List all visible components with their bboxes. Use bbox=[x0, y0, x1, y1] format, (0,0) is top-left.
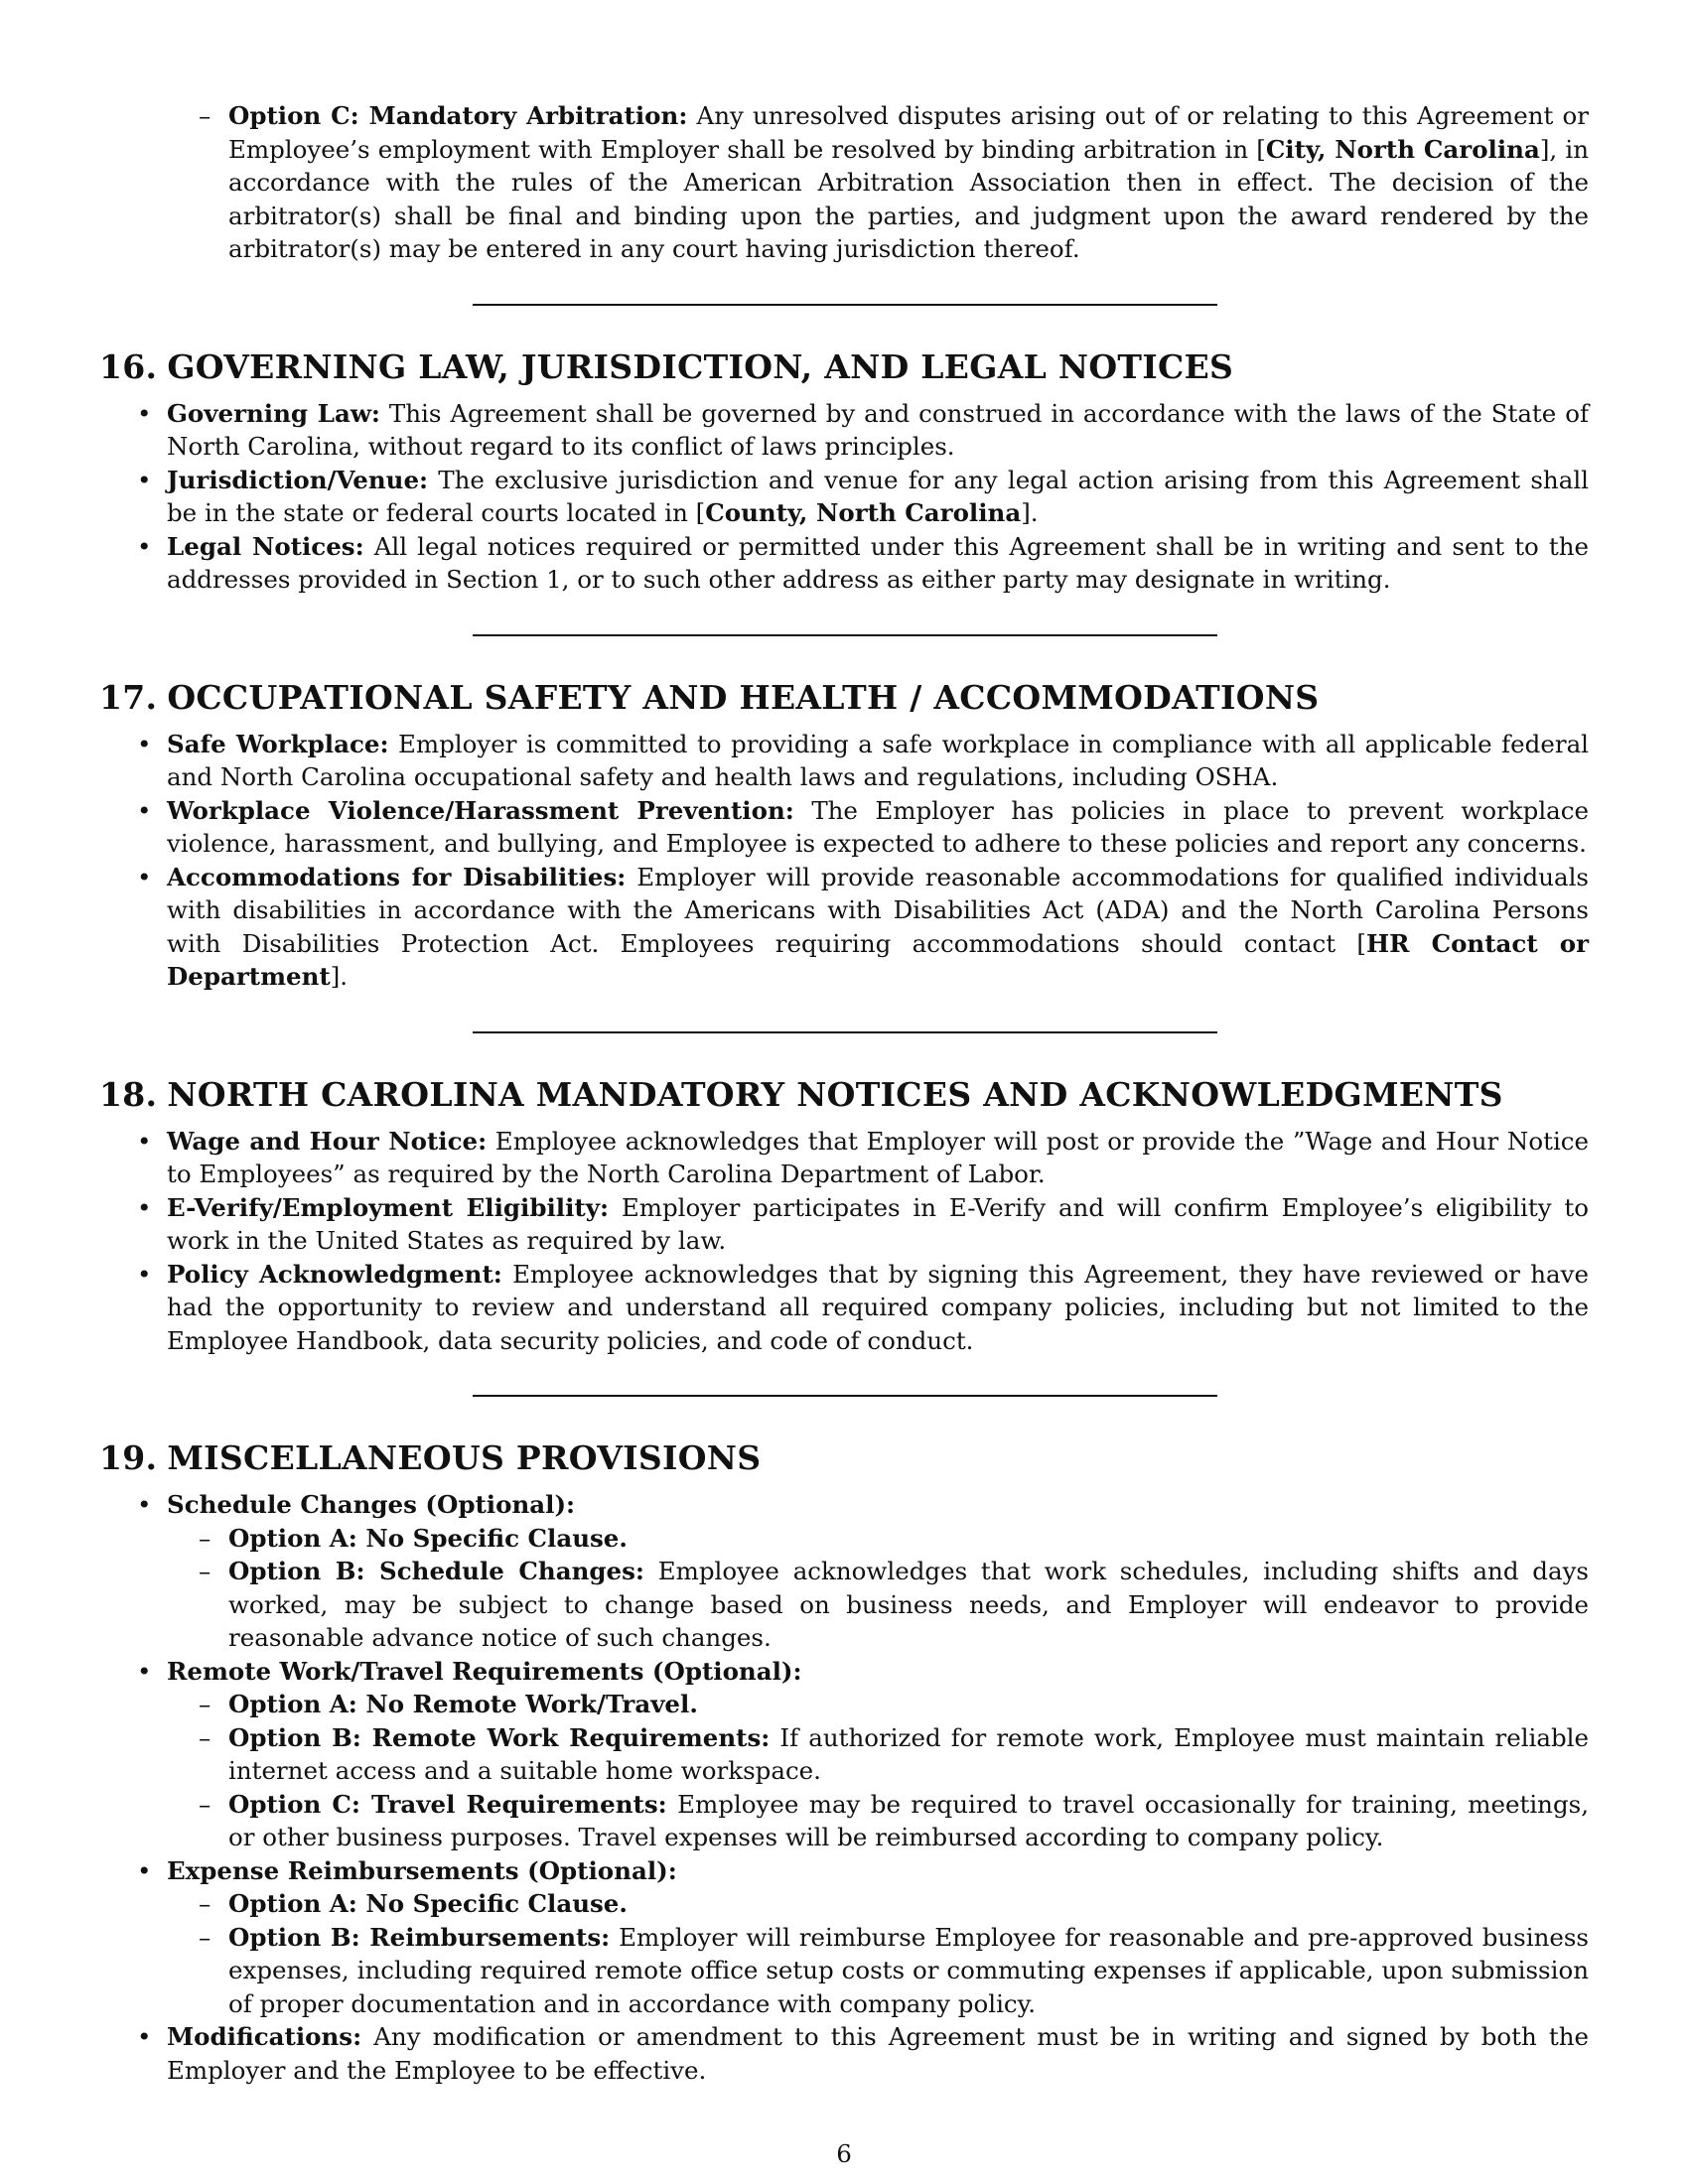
list-item bbox=[99, 1258, 1589, 1358]
placeholder-hr-contact: HR Contact or Department bbox=[167, 928, 1589, 991]
list-item bbox=[99, 397, 1589, 464]
section-number: 16. bbox=[99, 346, 158, 386]
section-heading-18 bbox=[99, 1075, 1589, 1115]
item-text: Employee acknowledges that Employer will post or provide the ”Wage and Hour Notice to Employees” as required by the North Carolina Department of Labor. bbox=[167, 1126, 1589, 1188]
list-item bbox=[99, 1125, 1589, 1191]
item-text: Employer is committed to providing a safe workplace in compliance with all applicable federal and North Carolina occupational safety and health laws and regulations, including OSHA. bbox=[167, 729, 1590, 791]
option-label: Option C: Mandatory Arbitration: bbox=[228, 101, 688, 130]
list-item bbox=[99, 1488, 1589, 1522]
item-text: All legal notices required or permitted under this Agreement shall be in writing and sent to the addresses provided in Section 1, or to such other address as either party may designate in writing. bbox=[167, 531, 1589, 594]
item-label: Legal Notices: bbox=[167, 531, 364, 561]
dash-marker: – bbox=[199, 1523, 211, 1553]
list-item bbox=[99, 1655, 1589, 1689]
section-title: GOVERNING LAW, JURISDICTION, AND LEGAL NOTICES bbox=[167, 346, 1234, 386]
sub-list-item bbox=[99, 1788, 1589, 1854]
bullet-marker: • bbox=[137, 1192, 152, 1222]
list-item bbox=[99, 728, 1589, 794]
sub-list-item bbox=[99, 1688, 1589, 1721]
bullet-marker: • bbox=[137, 1656, 152, 1686]
section-number: 19. bbox=[99, 1438, 158, 1477]
item-label: Workplace Violence/Harassment Prevention: bbox=[167, 795, 794, 825]
option-text: Employee may be required to travel occasionally for training, meetings, or other business purposes. Travel expenses will be reimbursed according to company policy. bbox=[228, 1789, 1589, 1851]
option-label: Option A: No Specific Clause. bbox=[228, 1889, 628, 1918]
option-label: Option C: Travel Requirements: bbox=[228, 1789, 667, 1819]
item-label: E-Verify/Employment Eligibility: bbox=[167, 1192, 610, 1222]
bullet-marker: • bbox=[137, 862, 152, 891]
sub-list-item bbox=[99, 1555, 1589, 1655]
bullet-marker: • bbox=[137, 1259, 152, 1289]
item-label: Governing Law: bbox=[167, 398, 380, 428]
page-number: 6 bbox=[836, 2139, 852, 2168]
sub-list-item bbox=[99, 1887, 1589, 1921]
section-heading-16 bbox=[99, 347, 1589, 387]
option-text: If authorized for remote work, Employee must maintain reliable internet access and a suitable home workspace. bbox=[228, 1722, 1589, 1785]
item-label: Expense Reimbursements (Optional): bbox=[167, 1855, 677, 1885]
section-title: OCCUPATIONAL SAFETY AND HEALTH / ACCOMMODATIONS bbox=[167, 677, 1320, 717]
section-number: 18. bbox=[99, 1074, 158, 1114]
item-label: Accommodations for Disabilities: bbox=[167, 862, 627, 891]
option-label: Option B: Remote Work Requirements: bbox=[228, 1722, 771, 1752]
sub-list-item bbox=[99, 1522, 1589, 1556]
list-item bbox=[99, 464, 1589, 530]
section-number: 17. bbox=[99, 677, 158, 717]
section-heading-17 bbox=[99, 678, 1589, 718]
item-text: The exclusive jurisdiction and venue for any legal action arising from this Agreement shall be in the state or federal courts located in [ bbox=[167, 465, 1589, 527]
section-17-list bbox=[99, 728, 1589, 994]
item-label: Policy Acknowledgment: bbox=[167, 1259, 502, 1289]
bullet-marker: • bbox=[137, 1490, 152, 1519]
dash-marker: – bbox=[199, 1722, 211, 1752]
item-label: Schedule Changes (Optional): bbox=[167, 1490, 576, 1519]
dash-marker: – bbox=[199, 1789, 211, 1819]
bullet-marker: • bbox=[137, 729, 152, 758]
list-item bbox=[99, 794, 1589, 861]
item-label: Modifications: bbox=[167, 2022, 362, 2051]
section-divider bbox=[473, 1395, 1217, 1397]
bullet-marker: • bbox=[137, 465, 152, 494]
section-title: NORTH CAROLINA MANDATORY NOTICES AND ACKNOWLEDGMENTS bbox=[167, 1074, 1503, 1114]
placeholder-city: City, North Carolina bbox=[1265, 134, 1540, 164]
section-divider bbox=[473, 1031, 1217, 1033]
item-label: Remote Work/Travel Requirements (Optional): bbox=[167, 1656, 802, 1686]
item-label: Safe Workplace: bbox=[167, 729, 389, 758]
placeholder-county: County, North Carolina bbox=[705, 498, 1022, 527]
document-page bbox=[99, 99, 1589, 2154]
dash-marker: – bbox=[199, 1690, 211, 1718]
item-text: The Employer has policies in place to prevent workplace violence, harassment, and bullying, and Employee is expected to adhere to these policies and report any concerns. bbox=[167, 795, 1589, 858]
item-text: ]. bbox=[330, 962, 349, 991]
item-text: Employer will provide reasonable accommodations for qualified individuals with disabilities in accordance with the Americans with Disabilities Act (ADA) and the North Carolina Persons with Disabilities Protection Act. Employees requiring accommodations should contact [ bbox=[167, 862, 1589, 958]
section-19-list bbox=[99, 1488, 1589, 2087]
item-text: This Agreement shall be governed by and construed in accordance with the laws of the State of North Carolina, without regard to its conflict of laws principles. bbox=[167, 398, 1590, 461]
bullet-marker: • bbox=[137, 2022, 152, 2051]
sub-list-item bbox=[99, 1921, 1589, 2021]
item-label: Wage and Hour Notice: bbox=[167, 1126, 488, 1156]
list-item bbox=[99, 861, 1589, 994]
option-text: Employee acknowledges that work schedules, including shifts and days worked, may be subject to change based on business needs, and Employer will endeavor to provide reasonable advance notice of such changes. bbox=[228, 1557, 1589, 1652]
section-heading-19 bbox=[99, 1438, 1589, 1478]
option-label: Option B: Reimbursements: bbox=[228, 1922, 611, 1952]
section-divider bbox=[473, 304, 1217, 306]
option-text: ], in accordance with the rules of the American Arbitration Association then in effect. The decision of the arbitrator(s) shall be final and binding upon the parties, and judgment upon the award rendered by the arbitrator(s) may be entered in any court having jurisdiction thereof. bbox=[228, 134, 1589, 263]
item-text: Employee acknowledges that by signing this Agreement, they have reviewed or have had the opportunity to review and understand all required company policies, including but not limited to the Employee Handbook, data security policies, and code of conduct. bbox=[167, 1259, 1589, 1355]
item-text: Any modification or amendment to this Agreement must be in writing and signed by both the Employer and the Employee to be effective. bbox=[167, 2022, 1589, 2085]
section-title: MISCELLANEOUS PROVISIONS bbox=[167, 1438, 762, 1477]
section-18-list bbox=[99, 1125, 1589, 1358]
dash-marker: – bbox=[199, 1922, 211, 1952]
bullet-marker: • bbox=[137, 531, 152, 561]
section-divider bbox=[473, 634, 1217, 636]
option-label: Option B: Schedule Changes: bbox=[228, 1557, 644, 1585]
bullet-marker: • bbox=[137, 1126, 152, 1156]
option-label: Option A: No Remote Work/Travel. bbox=[228, 1690, 698, 1718]
option-label: Option A: No Specific Clause. bbox=[228, 1523, 628, 1553]
item-label: Jurisdiction/Venue: bbox=[167, 465, 429, 494]
dash-marker: – bbox=[199, 101, 211, 130]
item-text: ]. bbox=[1021, 498, 1039, 527]
section-16-list bbox=[99, 397, 1589, 597]
bullet-marker: • bbox=[137, 1855, 152, 1885]
list-item bbox=[99, 530, 1589, 597]
bullet-marker: • bbox=[137, 398, 152, 428]
sub-list-item bbox=[99, 1721, 1589, 1788]
dash-marker: – bbox=[199, 1557, 211, 1585]
arbitration-option-c bbox=[99, 99, 1589, 266]
item-text: Employer participates in E-Verify and will confirm Employee’s eligibility to work in the United States as required by law. bbox=[167, 1192, 1589, 1255]
dash-marker: – bbox=[199, 1889, 211, 1918]
bullet-marker: • bbox=[137, 795, 152, 825]
list-item bbox=[99, 1191, 1589, 1258]
option-text: Employer will reimburse Employee for reasonable and pre-approved business expenses, including required remote office setup costs or commuting expenses if applicable, upon submission of proper documentation and in accordance with company policy. bbox=[228, 1922, 1590, 2018]
list-item bbox=[99, 2020, 1589, 2087]
list-item bbox=[99, 1854, 1589, 1888]
option-text: Any unresolved disputes arising out of or relating to this Agreement or Employee’s employment with Employer shall be resolved by binding arbitration in [ bbox=[228, 101, 1590, 164]
